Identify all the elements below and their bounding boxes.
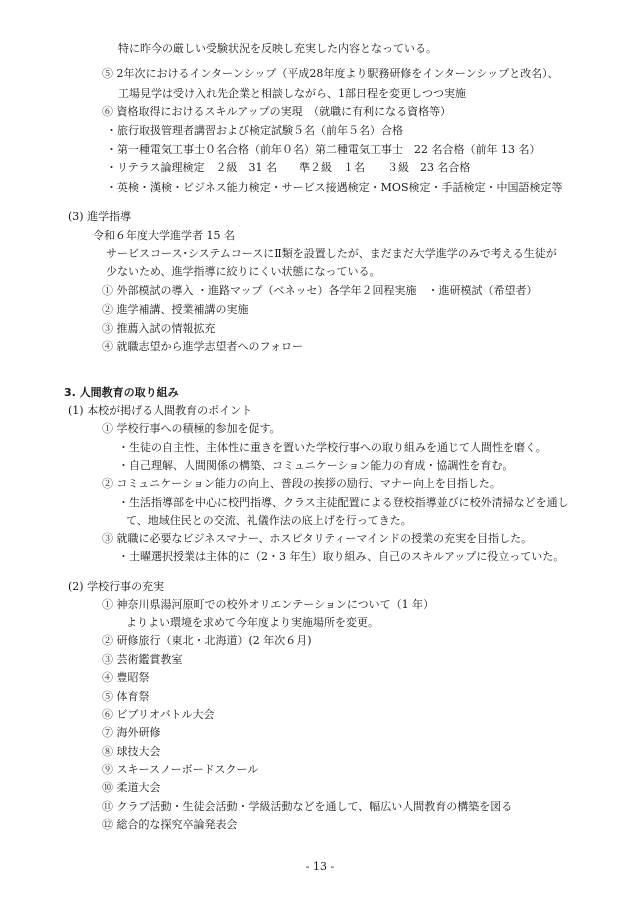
- text-line: 3. 人間教育の取り組み: [64, 386, 179, 399]
- text-line: (2) 学校行事の充実: [68, 580, 165, 593]
- text-line: ・第一種電気工事士０名合格（前年０名）第二種電気工事士 22 名合格（前年 13 名）: [106, 143, 541, 156]
- text-line: ⑤ 体育祭: [102, 690, 150, 703]
- text-line: ④ 就職志望から進学志望者へのフォロー: [102, 340, 303, 353]
- text-line: ③ 就職に必要なビジネスマナー、ホスピタリティーマインドの授業の充実を目指した。: [102, 532, 533, 545]
- text-line: ・生徒の自主性、主体性に重きを置いた学校行事への取り組みを通じて人間性を磨く。: [118, 441, 547, 454]
- text-line: よりよい環境を求めて今年度より実施場所を変更。: [126, 616, 379, 629]
- text-line: ⑤ 2年次におけるインターンシップ（平成28年度より駅務研修をインターンシップと改名）、: [102, 67, 559, 80]
- text-line: (1) 本校が掲げる人間教育のポイント: [68, 404, 253, 417]
- text-line: ① 外部模試の導入 ・進路マップ（ベネッセ）各学年２回程実施 ・進研模試（希望者）: [102, 284, 538, 297]
- text-line: 令和６年度大学進学者 15 名: [93, 229, 235, 242]
- text-line: ・生活指導部を中心に校門指導、クラス主徒配置による登校指導並びに校外清掃などを通し: [118, 496, 569, 509]
- text-line: サービスコース･システムコースにⅡ類を設置したが、まだまだ大学進学のみで考える生徒が: [106, 247, 557, 260]
- text-line: ⑩ 柔道大会: [102, 781, 161, 794]
- text-line: ⑫ 総合的な探究卒論発表会: [102, 818, 238, 831]
- text-line: 工場見学は受け入れ先企業と相談しながら、1部日程を変更しつつ実施: [118, 87, 466, 100]
- text-line: ② 研修旅行（東北・北海道）(2 年次６月): [102, 634, 312, 647]
- text-line: ④ 豊昭祭: [102, 671, 150, 684]
- text-line: 少ないため、進学指導に絞りにくい状態になっている。: [106, 265, 381, 278]
- text-line: ⑪ クラブ活動・生徒会活動・学級活動などを通して、幅広い人間教育の構築を図る: [102, 800, 513, 813]
- page-number: - 13 -: [305, 860, 335, 873]
- text-line: ③ 芸術鑑賞教室: [102, 653, 183, 666]
- text-line: (3) 進学指導: [68, 210, 132, 223]
- text-line: ① 学校行事への積極的参加を促す。: [102, 422, 281, 435]
- text-line: ② 進学補講、授業補講の実施: [102, 303, 249, 316]
- text-line: 特に昨今の厳しい受験状況を反映し充実した内容となっている。: [118, 42, 437, 55]
- text-line: ・英検・漢検・ビジネス能力検定・サービス接遇検定・MOS検定・手話検定・中国語検定等: [106, 181, 563, 194]
- text-line: ② コミュニケーション能力の向上、普段の挨拶の励行、マナー向上を目指した。: [102, 477, 501, 490]
- text-line: ⑧ 球技大会: [102, 745, 161, 758]
- text-line: ⑦ 海外研修: [102, 726, 161, 739]
- text-line: ① 神奈川県湯河原町での校外オリエンテーションについて（1 年）: [102, 598, 435, 611]
- text-line: ③ 推薦入試の情報拡充: [102, 322, 216, 335]
- text-line: ⑥ ビブリオバトル大会: [102, 708, 215, 721]
- text-line: ⑨ スキースノーボードスクール: [102, 763, 259, 776]
- text-line: ・自己理解、人間関係の構築、コミュニケーション能力の育成・協調性を育む。: [118, 459, 514, 472]
- text-line: ・土曜選択授業は主体的に（2・3 年生）取り組み、自己のスキルアップに役立っていた。: [118, 550, 565, 563]
- text-line: ・旅行取扱管理者講習および検定試験５名（前年５名）合格: [106, 124, 403, 137]
- text-line: ⑥ 資格取得におけるスキルアップの実現 （就職に有利になる資格等）: [102, 105, 452, 118]
- text-line: ・リテラス論理検定 ２級 31 名 準２級 １名 ３級 23 名合格: [106, 161, 471, 174]
- text-line: て、地域住民との交流、礼儀作法の底上げを行ってきた。: [126, 514, 412, 527]
